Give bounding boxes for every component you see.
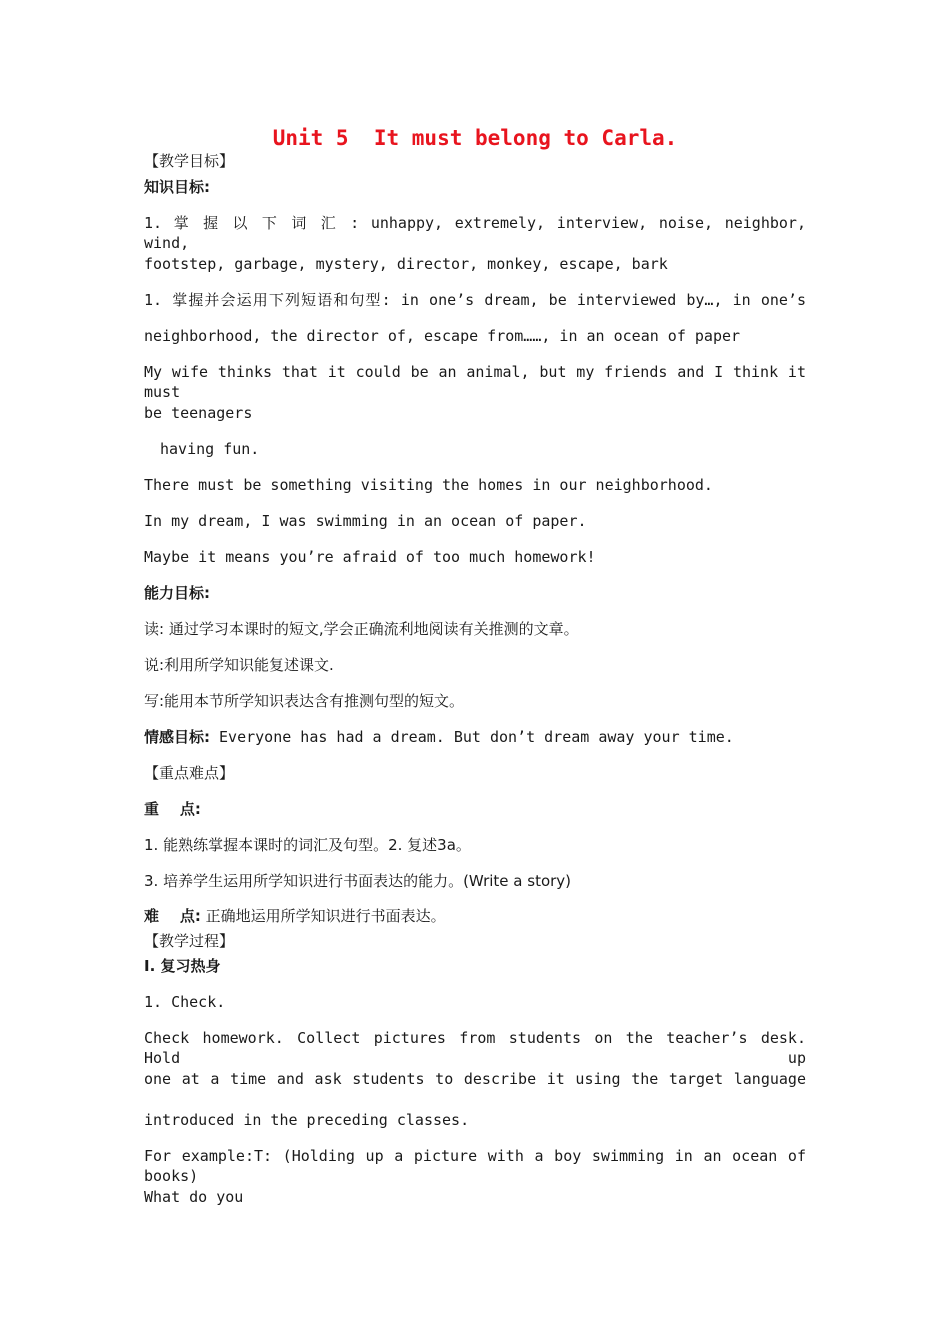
objectives-header: 【教学目标】 <box>144 152 235 170</box>
difficult-points-text: 正确地运用所学知识进行书面表达。 <box>200 907 446 925</box>
key-points-label: 重 点: <box>144 800 201 818</box>
vocabulary-line-1: 1. 掌 握 以 下 词 汇 : unhappy, extremely, interview, noise, neighbor, wind, <box>144 214 806 252</box>
phrases-line-1: 1. 掌握并会运用下列短语和句型: in one’s dream, be interviewed by…, in one’s <box>144 291 806 309</box>
example-line-1: For example:T: (Holding up a picture with a boy swimming in an ocean of books) <box>144 1147 806 1185</box>
sentence-3: In my dream, I was swimming in an ocean of paper. <box>144 512 587 530</box>
emotion-objective <box>144 727 806 747</box>
sentence-1b: be teenagers <box>144 404 253 422</box>
check-line: 1. Check. <box>144 993 226 1011</box>
phrases-line-2: neighborhood, the director of, escape from……, in an ocean of paper <box>144 327 741 345</box>
check-paragraph-line-3: introduced in the preceding classes. <box>144 1111 470 1129</box>
key-points-line-2: 3. 培养学生运用所学知识进行书面表达的能力。(Write a story) <box>144 872 572 890</box>
ability-objectives-header: 能力目标: <box>144 584 210 602</box>
check-paragraph-line-1: Check homework. Collect pictures from students on the teacher’s desk. Hold up <box>144 1029 806 1067</box>
keypoints-header: 【重点难点】 <box>144 764 235 782</box>
difficult-points-label: 难 点: <box>144 907 201 925</box>
sentence-1c: having fun. <box>160 440 260 458</box>
check-paragraph-line-2: one at a time and ask students to describe it using the target language <box>144 1070 806 1088</box>
process-header: 【教学过程】 <box>144 932 235 950</box>
emotion-objective-text: Everyone has had a dream. But don’t dream away your time. <box>210 728 734 746</box>
knowledge-objectives-header: 知识目标: <box>144 178 210 196</box>
sentence-2: There must be something visiting the homes in our neighborhood. <box>144 476 713 494</box>
read-objective: 读: 通过学习本课时的短文,学会正确流利地阅读有关推测的文章。 <box>144 620 579 638</box>
sentence-1a: My wife thinks that it could be an animal, but my friends and I think it must <box>144 363 806 401</box>
page-title: Unit 5 It must belong to Carla. <box>272 126 678 150</box>
emotion-objective-label: 情感目标: <box>144 728 210 746</box>
sentence-4: Maybe it means you’re afraid of too much homework! <box>144 548 596 566</box>
speak-objective: 说:利用所学知识能复述课文. <box>144 656 334 674</box>
vocabulary-line-2: footstep, garbage, mystery, director, monkey, escape, bark <box>144 255 668 273</box>
step-1-header: I. 复习热身 <box>144 957 221 975</box>
difficult-points <box>144 906 806 926</box>
example-line-2: What do you <box>144 1188 244 1206</box>
key-points-line-1: 1. 能熟练掌握本课时的词汇及句型。2. 复述3a。 <box>144 836 471 854</box>
write-objective: 写:能用本节所学知识表达含有推测句型的短文。 <box>144 692 465 710</box>
